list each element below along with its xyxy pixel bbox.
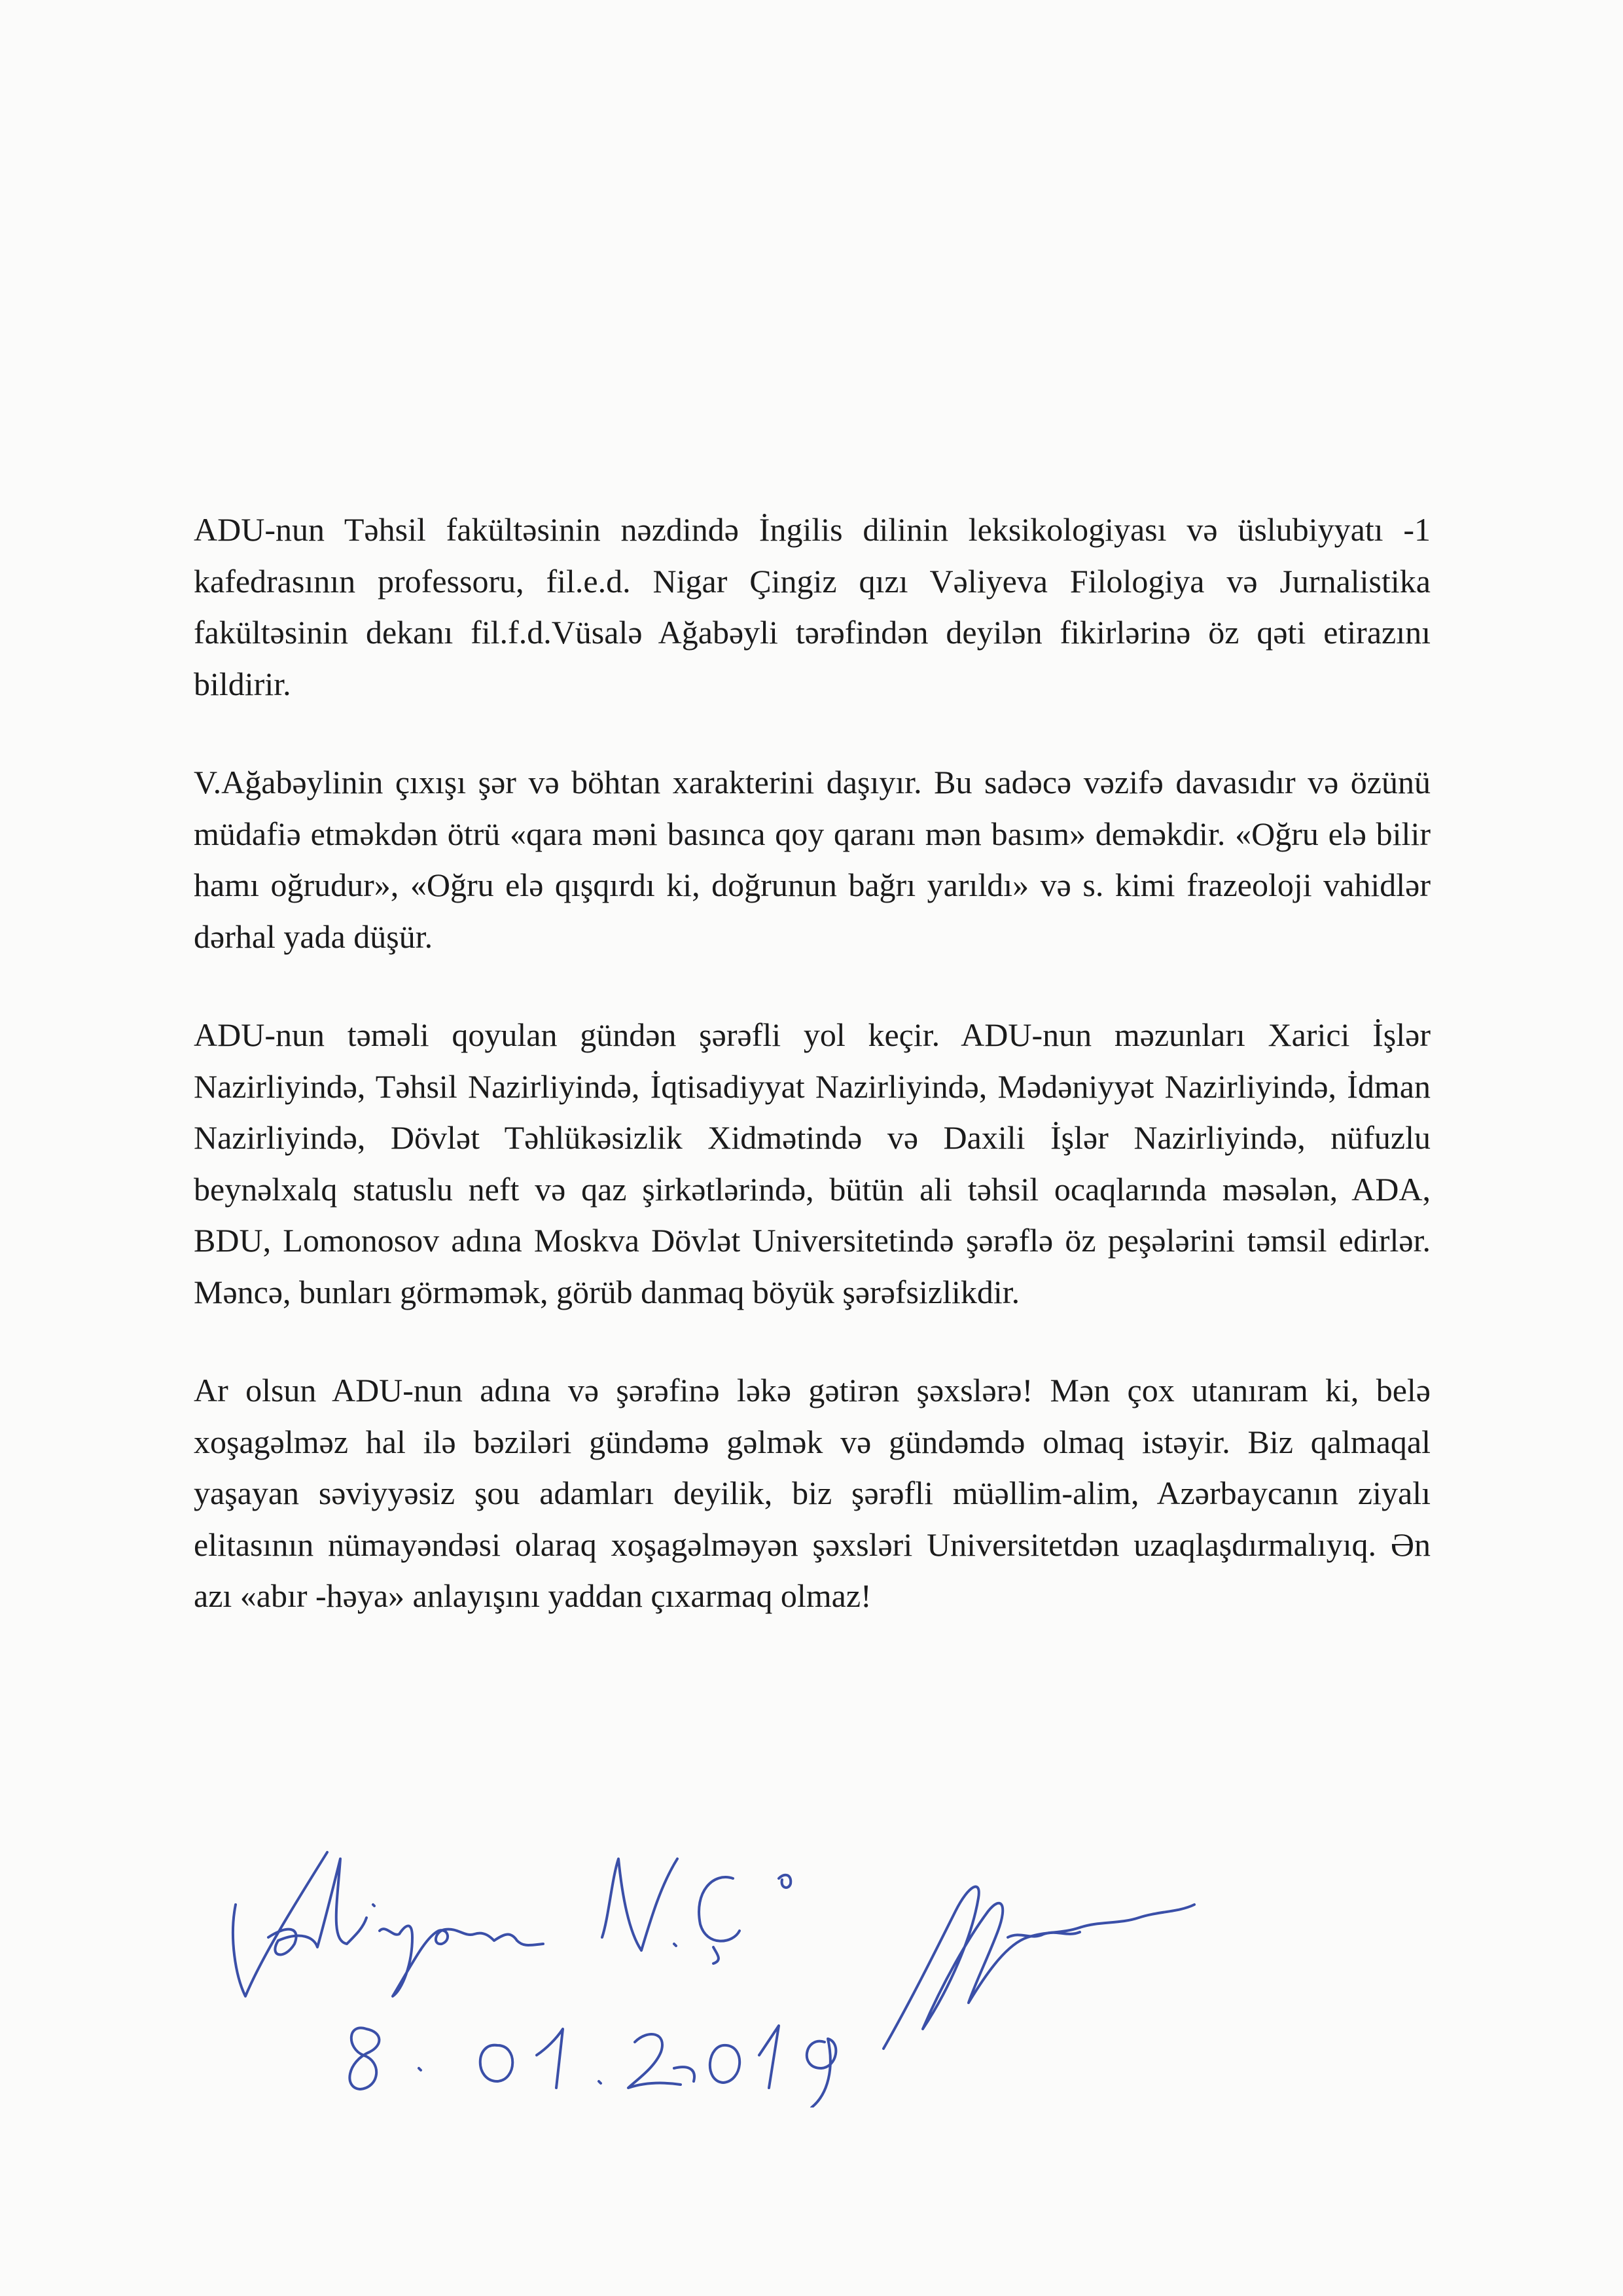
- paragraph-objection: ADU-nun Təhsil fakültəsinin nəzdində İngilis dilinin leksikologiyası və üslubiyyatı -1 kafedrasının professoru, fil.e.d. Nigar Çingiz qızı Vəliyeva Filologiya və Jurnalistika fakültəsinin dekanı fil.f.d.Vüsalə Ağabəyli tərəfindən deyilən fikirlərinə öz qəti etirazını bildirir.: [194, 511, 1431, 702]
- paragraph-university-history: ADU-nun təməli qoyulan gündən şərəfli yol keçir. ADU-nun məzunları Xarici İşlər Nazirliyində, Təhsil Nazirliyində, İqtisadiyyat Nazirliyində, Mədəniyyət Nazirliyində, İdman Nazirliyində, Dövlət Təhlükəsizlik Xidmətində və Daxili İşlər Nazirliyində, nüfuzlu beynəlxalq statuslu neft və qaz şirkətlərində, bütün ali təhsil ocaqlarında məsələn, ADA, BDU, Lomonosov adına Moskva Dövlət Universitetində şərəflə öz peşələrini təmsil edirlər. Məncə, bunları görməmək, görüb danmaq böyük şərəfsizlikdir.: [194, 1016, 1431, 1310]
- handwritten-signature: [216, 1806, 1198, 2108]
- paragraph-slander: V.Ağabəylinin çıxışı şər və böhtan xarakterini daşıyır. Bu sadəcə vəzifə davasıdır və özünü müdafiə etməkdən ötrü «qara məni basınca qoy qaranı mən basım» deməkdir. «Oğru elə bilir hamı oğrudur», «Oğru elə qışqırdı ki, doğrunun bağrı yarıldı» və s. kimi frazeoloji vahidlər dərhal yada düşür.: [194, 764, 1431, 955]
- paragraph-conclusion: Ar olsun ADU-nun adına və şərəfinə ləkə gətirən şəxslərə! Mən çox utanıram ki, belə xoşagəlməz hal ilə bəziləri gündəmə gəlmək və gündəmdə olmaq istəyir. Biz qalmaqal yaşayan səviyyəsiz şou adamları deyilik, biz şərəfli müəllim-alim, Azərbaycanın ziyalı elitasının nümayəndəsi olaraq xoşagəlməyən şəxsləri Universitetdən uzaqlaşdırmalıyıq. Ən azı «abır -həya» anlayışını yaddan çıxarmaq olmaz!: [194, 1372, 1431, 1614]
- signature-name-stroke: [233, 1852, 327, 1996]
- signature-paraph-stroke: [883, 1887, 1194, 2049]
- letter-body: [194, 504, 1431, 1669]
- handwritten-signature-block: [216, 1806, 1198, 2108]
- signature-date-stroke: [349, 2028, 379, 2089]
